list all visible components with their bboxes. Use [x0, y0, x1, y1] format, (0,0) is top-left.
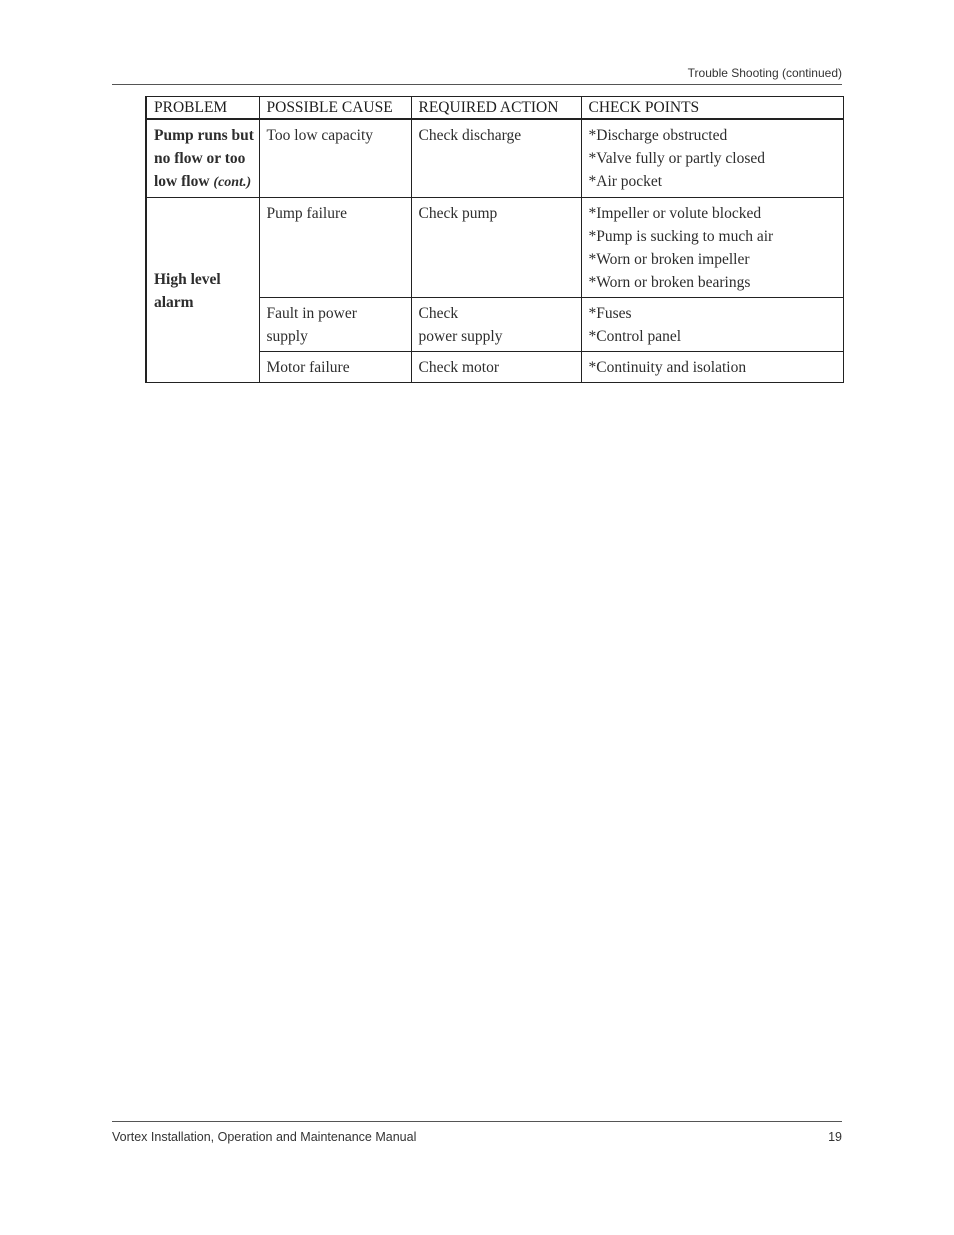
- action-line: Check pump: [418, 205, 498, 222]
- possible-cause-cell: [259, 119, 411, 198]
- problem-cell: [146, 198, 259, 383]
- header-required-action: REQUIRED ACTION: [411, 97, 581, 120]
- check-point: *Pump is sucking to much air: [588, 228, 774, 245]
- action-line: Check discharge: [418, 127, 522, 144]
- header-problem: PROBLEM: [146, 97, 259, 120]
- troubleshooting-table: [145, 96, 844, 383]
- check-point: *Continuity and isolation: [588, 359, 747, 376]
- required-action-cell: [411, 198, 581, 298]
- cause-line: supply: [266, 328, 308, 345]
- possible-cause-cell: [259, 198, 411, 298]
- action-line: Check motor: [418, 359, 499, 376]
- cause-line: Motor failure: [266, 359, 350, 376]
- check-points-cell: [581, 352, 843, 383]
- check-point: *Air pocket: [588, 173, 663, 190]
- cause-line: Too low capacity: [266, 127, 374, 144]
- problem-line: Pump runs but: [154, 127, 254, 144]
- running-header: Trouble Shooting (continued): [687, 66, 842, 80]
- footer-manual-title: Vortex Installation, Operation and Maintenance Manual: [112, 1130, 417, 1144]
- cause-line: Pump failure: [266, 205, 347, 222]
- possible-cause-cell: [259, 298, 411, 352]
- table-row: [146, 198, 843, 298]
- problem-line: alarm: [154, 293, 194, 311]
- check-point: *Worn or broken impeller: [588, 251, 750, 268]
- check-points-cell: [581, 119, 843, 198]
- check-point: *Valve fully or partly closed: [588, 150, 765, 167]
- check-points-cell: [581, 298, 843, 352]
- check-point: *Discharge obstructed: [588, 127, 728, 144]
- problem-line: no flow or too: [154, 150, 246, 167]
- problem-line-text: low flow: [154, 173, 210, 190]
- check-point: *Fuses: [588, 305, 632, 322]
- possible-cause-cell: [259, 352, 411, 383]
- header-divider: [112, 84, 842, 85]
- footer-divider: [112, 1121, 842, 1122]
- problem-cell: [146, 119, 259, 198]
- check-point: *Worn or broken bearings: [588, 274, 751, 291]
- problem-line: [154, 170, 252, 194]
- cause-line: Fault in power: [266, 305, 357, 322]
- table-row: [146, 119, 843, 198]
- required-action-cell: [411, 298, 581, 352]
- action-line: power supply: [418, 328, 503, 345]
- check-point: *Impeller or volute blocked: [588, 205, 762, 222]
- check-points-cell: [581, 198, 843, 298]
- continued-note: (cont.): [213, 175, 252, 190]
- action-line: Check: [418, 305, 459, 322]
- check-point: *Control panel: [588, 328, 682, 345]
- header-possible-cause: POSSIBLE CAUSE: [259, 97, 411, 120]
- page-number: 19: [828, 1130, 842, 1144]
- header-check-points: CHECK POINTS: [581, 97, 843, 120]
- required-action-cell: [411, 119, 581, 198]
- table-header-row: [146, 97, 843, 120]
- problem-line: High level: [154, 270, 221, 288]
- required-action-cell: [411, 352, 581, 383]
